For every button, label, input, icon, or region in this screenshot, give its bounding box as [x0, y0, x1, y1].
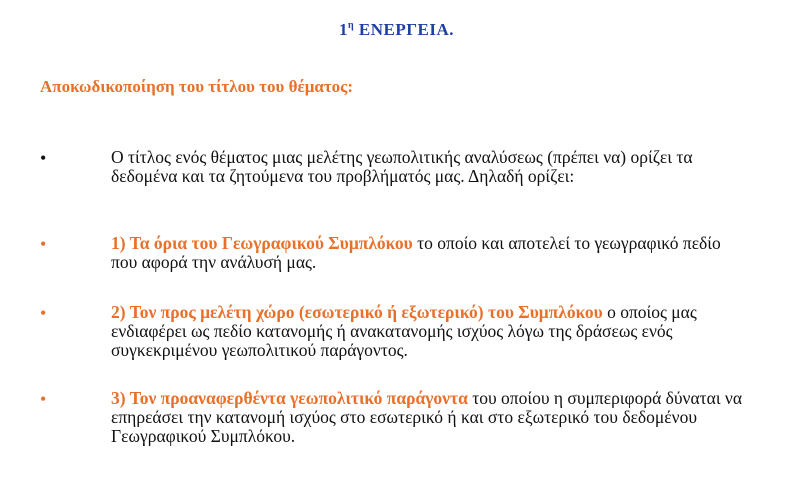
- bullet-text-4: του οποίου η συμπεριφορά δύναται να επηρεάσει την κατανομή ισχύος στο εσωτερικό ή και στο εξωτερικό του δεδομένου Γεωγραφικού Συμπλόκου.: [111, 388, 742, 446]
- bullet-highlight-3: 2) Τον προς μελέτη χώρο (εσωτερικό ή εξωτερικό) του Συμπλόκου: [111, 302, 603, 322]
- bullet-paragraph-3: [111, 303, 751, 360]
- bullet-paragraph-1: [111, 148, 751, 186]
- title-text: ΕΝΕΡΓΕΙΑ.: [354, 20, 455, 39]
- bullet-marker-4: •: [40, 389, 47, 409]
- bullet-paragraph-4: [111, 389, 751, 446]
- bullet-highlight-4: 3) Τον προαναφερθέντα γεωπολιτικό παράγοντα: [111, 388, 468, 408]
- slide-title: [0, 20, 793, 40]
- bullet-text-3: ο οποίος μας ενδιαφέρει ως πεδίο κατανομής ή ανακατανομής ισχύος λόγω της δράσεως ενός συγκεκριμένου γεωπολιτικού παράγοντος.: [111, 302, 697, 360]
- bullet-paragraph-2: [111, 234, 751, 272]
- bullet-text-2: το οποίο και αποτελεί το γεωγραφικό πεδίο που αφορά την ανάλυσή μας.: [111, 233, 721, 272]
- bullet-highlight-2: 1) Τα όρια του Γεωγραφικού Συμπλόκου: [111, 233, 413, 253]
- bullet-marker-1: •: [40, 148, 47, 168]
- title-superscript: η: [347, 20, 355, 31]
- bullet-text-1: Ο τίτλος ενός θέματος μιας μελέτης γεωπολιτικής αναλύσεως (πρέπει να) ορίζει τα δεδομένα και τα ζητούμενα του προβλήματός μας. Δηλαδή ορίζει:: [111, 147, 693, 186]
- bullet-marker-2: •: [40, 234, 47, 254]
- slide-subtitle: Αποκωδικοποίηση του τίτλου του θέματος:: [40, 77, 354, 96]
- title-number: 1: [338, 20, 348, 39]
- bullet-marker-3: •: [40, 303, 47, 323]
